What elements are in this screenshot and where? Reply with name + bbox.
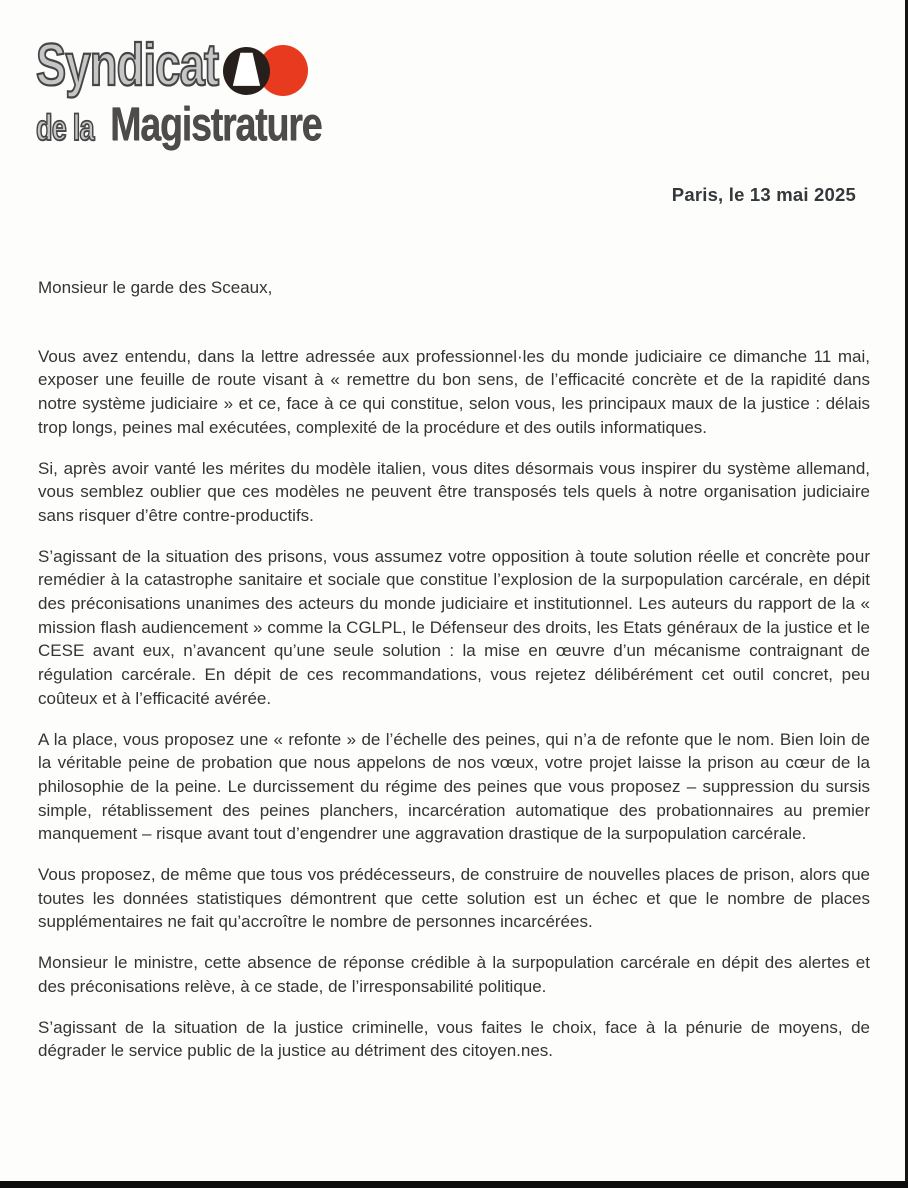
letter-date: Paris, le 13 mai 2025 xyxy=(671,184,856,205)
syndicat-magistrature-logo xyxy=(36,31,396,150)
black-circle-icon xyxy=(223,47,270,95)
letter-paragraph-1: Vous avez entendu, dans la lettre adressée aux professionnel·les du monde judiciaire ce dimanche 11 mai, exposer une feuille de route visant à « remettre du bon sens, de l’efficacité concrète et de la rapidité dans notre système judiciaire » et ce, face à ce qui constitue, selon vous, les principaux maux de la justice : délais trop longs, peines mal exécutées, complexité de la procédure et des outils informatiques. xyxy=(38,346,870,437)
letter-paragraph-3: S’agissant de la situation des prisons, vous assumez votre opposition à toute solution réelle et concrète pour remédier à la catastrophe sanitaire et sociale que constitue l’explosion de la surpopulation carcérale, en dépit des préconisations unanimes des acteurs du monde judiciaire et institutionnel. Les auteurs du rapport de la « mission flash audiencement » comme la CGLPL, le Défenseur des droits, les Etats généraux de la justice et le CESE avant eux, n’avancent qu’une seule solution : la mise en œuvre d’un mécanisme contraignant de régulation carcérale. En dépit de ces recommandations, vous rejetez délibérément cet outil concret, peu coûteux et à l’efficacité avérée. xyxy=(38,546,870,708)
letter-paragraph-6: Monsieur le ministre, cette absence de réponse crédible à la surpopulation carcérale en dépit des alertes et des préconisations relève, à ce stade, de l’irresponsabilité politique. xyxy=(38,953,870,996)
logo-line2 xyxy=(36,97,374,150)
logo-word-de-la: de la xyxy=(36,107,94,148)
logo-word-magistrature: Magistrature xyxy=(109,97,321,150)
letter-paragraph-4: A la place, vous proposez une « refonte » de l’échelle des peines, qui n’a de refonte que le nom. Bien loin de la véritable peine de probation que nous appelons de nos vœux, votre projet laisse la prison au cœur de la philosophie de la peine. Le durcissement du régime des peines que vous proposez – suppression du sursis simple, rétablissement des peines planchers, incarcération automatique des probationnaires au premier manquement – risque avant tout d’engendrer une aggravation drastique de la surpopulation carcérale. xyxy=(38,729,870,844)
logo-emblem-icon xyxy=(222,45,312,99)
letter-body xyxy=(38,276,870,1080)
letter-paragraph-5: Vous proposez, de même que tous vos prédécesseurs, de construire de nouvelles places de prison, alors que toutes les données statistiques démontrent que cette solution est un échec et que le nombre de places supplémentaires ne fait qu’accroître le nombre de personnes incarcérées. xyxy=(38,865,870,932)
logo-word-syndicat: Syndicat xyxy=(36,31,219,99)
letter-paragraph-2: Si, après avoir vanté les mérites du modèle italien, vous dites désormais vous inspirer du système allemand, vous semblez oublier que ces modèles ne peuvent être transposés tels quels à notre organisation judiciaire sans risquer d’être contre-productifs. xyxy=(38,458,870,525)
trapezoid-shape-icon xyxy=(223,47,270,95)
letter-paragraph-7: S’agissant de la situation de la justice criminelle, vous faites le choix, face à la pénurie de moyens, de dégrader le service public de la justice au détriment des citoyen.nes. xyxy=(38,1017,870,1061)
letter-salutation: Monsieur le garde des Sceaux, xyxy=(38,278,273,297)
scan-edge-bottom xyxy=(0,1181,908,1188)
